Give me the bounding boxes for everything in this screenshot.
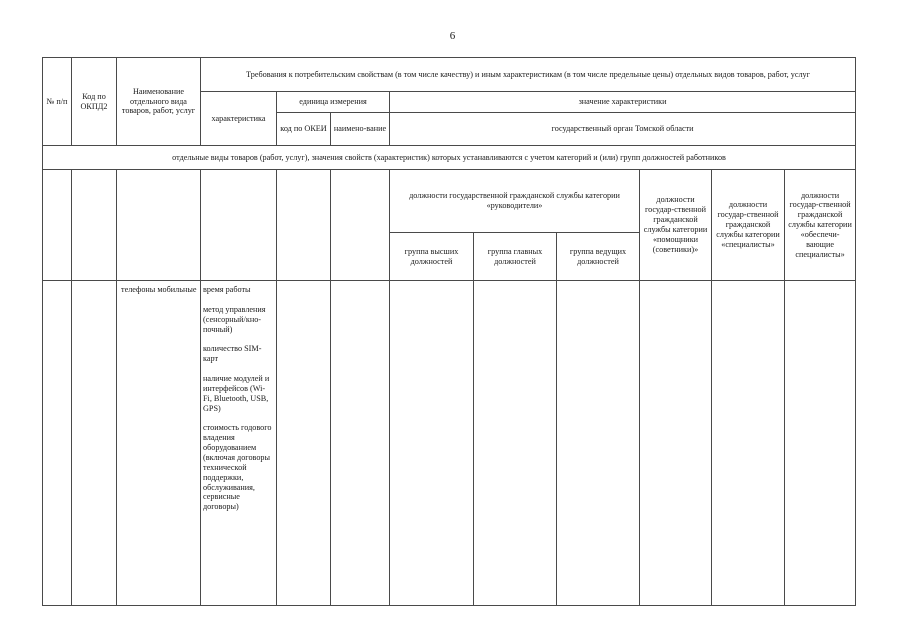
empty-cell (331, 281, 390, 606)
header-org: государственный орган Томской области (390, 113, 856, 146)
category-assistants: должности государ-ственной гражданской службы категории «помощники (советники)» (640, 170, 712, 281)
empty-cell (331, 170, 390, 281)
header-characteristic: характеристика (201, 92, 277, 146)
group-leading: группа ведущих должностей (557, 233, 640, 281)
empty-cell (277, 281, 331, 606)
category-leaders: должности государственной гражданской службы категории «руководители» (390, 170, 640, 233)
characteristic-item: метод управления (сенсорный/кно-почный) (203, 304, 266, 334)
empty-cell (277, 170, 331, 281)
group-highest: группа высших должностей (390, 233, 474, 281)
page-number: 6 (449, 30, 456, 42)
category-support: должности государ-ственной гражданской службы категории «обеспечи-вающие специалисты» (785, 170, 856, 281)
characteristic-item: стоимость годового владения оборудованием (включая договоры технической поддержки, обслуживания, сервисные договоры) (203, 423, 272, 512)
header-okpd: Код по ОКПД2 (72, 58, 117, 146)
product-name: телефоны мобильные (117, 281, 201, 606)
empty-cell (117, 170, 201, 281)
category-specialists: должности государ-ственной гражданской службы категории «специалисты» (712, 170, 785, 281)
characteristic-item: количество SIM-карт (203, 344, 262, 364)
empty-cell (712, 281, 785, 606)
empty-cell (201, 170, 277, 281)
empty-cell (557, 281, 640, 606)
header-num: № п/п (43, 58, 72, 146)
header-unit-name: наимено-вание (331, 113, 390, 146)
group-main: группа главных должностей (474, 233, 557, 281)
row-okpd-cell (72, 281, 117, 606)
characteristic-item: наличие модулей и интерфейсов (Wi-Fi, Bluetooth, USB, GPS) (203, 374, 270, 413)
header-value: значение характеристики (390, 92, 856, 113)
empty-cell (785, 281, 856, 606)
header-requirements: Требования к потребительским свойствам (в том числе качеству) и иным характеристикам (в том числе предельные цены) отдельных видов товаров, работ, услуг (201, 58, 856, 92)
empty-cell (390, 281, 474, 606)
row-num-cell (43, 281, 72, 606)
requirements-table (42, 57, 856, 606)
characteristics-cell (201, 281, 277, 606)
section-title: отдельные виды товаров (работ, услуг), значения свойств (характеристик) которых устанавливаются с учетом категорий и (или) групп должностей работников (43, 146, 856, 170)
characteristic-item: время работы (203, 285, 251, 294)
header-unit: единица измерения (277, 92, 390, 113)
empty-cell (43, 170, 72, 281)
header-okei-code: код по ОКЕИ (277, 113, 331, 146)
empty-cell (474, 281, 557, 606)
header-name: Наименование отдельного вида товаров, работ, услуг (117, 58, 201, 146)
empty-cell (72, 170, 117, 281)
empty-cell (640, 281, 712, 606)
